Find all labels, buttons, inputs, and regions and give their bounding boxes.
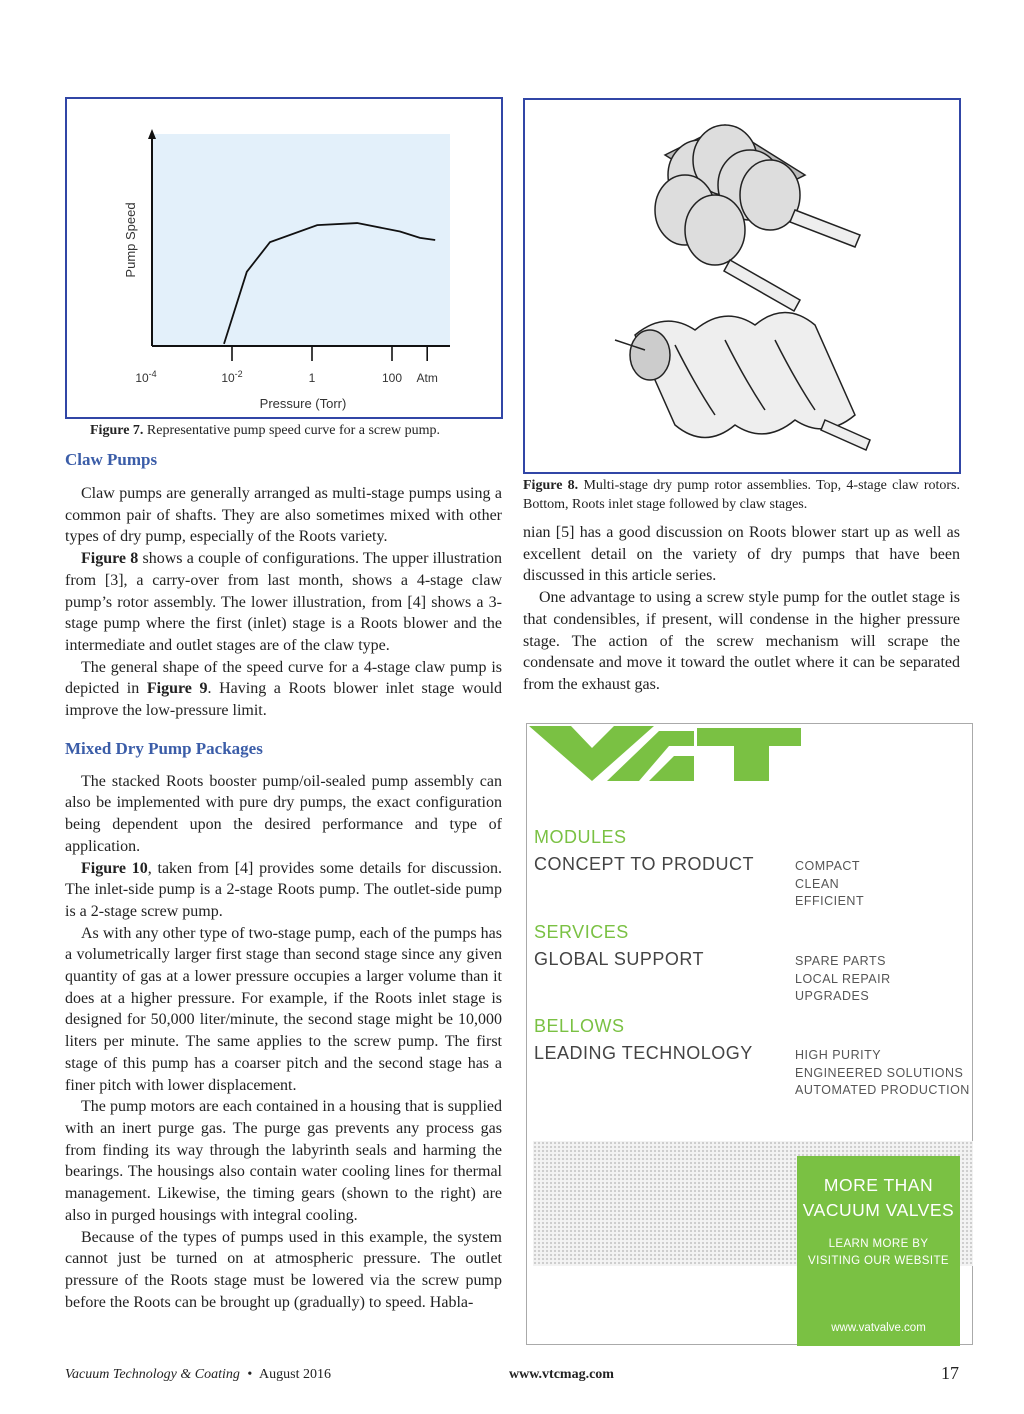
- paragraph: Claw pumps are generally arranged as multi-stage pumps using a common pair of shafts. They are also sometimes mixed with other types of dry pump, especially of the Roots variety.: [65, 485, 502, 546]
- feature-item: ENGINEERED SOLUTIONS: [795, 1065, 964, 1080]
- feature-item: UPGRADES: [795, 989, 870, 1003]
- x-axis-label: Pressure (Torr): [259, 396, 347, 411]
- section-heading-claw-pumps: Claw Pumps: [65, 450, 158, 469]
- panel-title-2: VACUUM VALVES: [802, 1200, 955, 1220]
- paragraph-text: The general shape of the speed curve for a 4-stage claw pump is depicted in: [65, 658, 502, 698]
- footer-website[interactable]: www.vtcmag.com: [509, 1367, 614, 1382]
- figure-8-caption: [523, 476, 960, 514]
- paragraph: nian [5] has a good discussion on Roots blower start up as well as excellent detail on the variety of dry pumps that have been discussed in this article series.: [523, 524, 960, 585]
- ad-section-subheading: CONCEPT TO PRODUCT: [534, 854, 755, 874]
- feature-item: HIGH PURITY: [795, 1048, 882, 1062]
- section-heading-mixed-dry-pump: Mixed Dry Pump Packages: [65, 738, 263, 758]
- figure-7-caption: [90, 421, 510, 440]
- caption-label: Figure 7.: [90, 423, 144, 438]
- panel-sub-1: LEARN MORE BY: [828, 1238, 929, 1250]
- x-tick-label: $10^{-4}$: [135, 369, 157, 385]
- feature-item: EFFICIENT: [795, 894, 865, 908]
- paragraph-text: , taken from [4] provides some details for discussion. The inlet-side pump is a 2-stage Roots pump. The outlet-side pump is a 2-stage screw pump.: [65, 859, 503, 920]
- pump-speed-chart: [67, 99, 501, 417]
- x-tick-label: 1: [308, 371, 316, 385]
- vat-advertisement[interactable]: [526, 723, 973, 1345]
- caption-label: Figure 8.: [523, 478, 579, 493]
- claw-rotor-drawing: [655, 125, 860, 311]
- roots-claw-rotor-drawing: [615, 313, 870, 451]
- paragraph: Because of the types of pumps used in this example, the system cannot just be turned on at atmospheric pressure. The outlet pressure of the Roots stage must be lowered via the screw pump before the Roots can be brought up (gradually) to speed. Habla-: [65, 1228, 502, 1311]
- x-tick-label: Atm: [416, 371, 438, 385]
- paragraph: The stacked Roots booster pump/oil-sealed pump assembly can also be implemented with pure dry pumps, the exact configuration being dependent upon the desired performance and type of application.: [65, 772, 502, 855]
- panel-sub-2: VISITING OUR WEBSITE: [808, 1255, 949, 1267]
- ad-section-heading: SERVICES: [534, 922, 629, 942]
- feature-item: COMPACT: [795, 859, 861, 873]
- caption-text: Representative pump speed curve for a screw pump.: [143, 423, 441, 438]
- paragraph: [65, 858, 502, 923]
- website-link[interactable]: www.vatvalve.com: [831, 1322, 926, 1334]
- vat-logo: [529, 726, 804, 786]
- paragraph: [65, 657, 502, 722]
- paragraph-text: . Having a Roots blower inlet stage would improve the low-pressure limit.: [65, 680, 503, 720]
- panel-title-1: MORE THAN: [823, 1175, 934, 1195]
- issue-date: August 2016: [259, 1367, 331, 1382]
- ad-section-subheading: GLOBAL SUPPORT: [534, 949, 705, 969]
- paragraph-text: shows a couple of configurations. The upper illustration from [3], a carry-over from last month, shows a 4-stage claw pump’s rotor assembly. The lower illustration, from [4] shows a 3-stage pump where the first (inlet) stage is a Roots blower and the intermediate and outlet stages are of the claw type.: [65, 550, 502, 654]
- right-column: [523, 522, 960, 696]
- caption-text: Multi-stage dry pump rotor assemblies. Top, 4-stage claw rotors. Bottom, Roots inlet stage followed by claw stages.: [523, 478, 960, 512]
- paragraph: [65, 548, 502, 657]
- y-axis-label: Pump Speed: [123, 202, 138, 278]
- plot-area: [152, 134, 450, 346]
- paragraph: The pump motors are each contained in a housing that is supplied with an inert purge gas. The purge gas prevents any process gas from finding its way through the labyrinth seals and harming the bearings. The housings also contain water cooling lines for thermal management. Likewise, the timing gears (shown to the right) are also in purged housings with integral cooling.: [65, 1098, 502, 1224]
- journal-name: Vacuum Technology & Coating: [65, 1367, 240, 1382]
- page-number: 17: [941, 1363, 959, 1383]
- ad-section-heading: MODULES: [534, 827, 627, 847]
- figure-ref: Figure 10: [81, 859, 148, 877]
- feature-item: CLEAN: [795, 876, 840, 891]
- figure-ref: Figure 8: [81, 550, 139, 568]
- paragraph: As with any other type of two-stage pump, each of the pumps has a volumetrically larger first stage than second stage since any given quantity of gas at a lower pressure occupies a larger volume than it does at a higher pressure. For example, if the Roots inlet stage is designed for 50,000 liter/minute, the second stage might be 10,000 liters per minute. The same applies to the screw pump. The first stage of this pump has a coarser pitch and the second stage has a finer pitch with lower displacement.: [65, 924, 502, 1094]
- ad-section-heading: BELLOWS: [534, 1016, 625, 1036]
- feature-item: LOCAL REPAIR: [795, 971, 891, 986]
- more-than-vacuum-valves-panel[interactable]: [797, 1156, 960, 1346]
- figure-ref: Figure 9: [146, 680, 208, 698]
- ad-section-subheading: LEADING TECHNOLOGY: [534, 1043, 753, 1063]
- figure-7: [65, 97, 503, 419]
- rotor-assembly-illustration: [525, 100, 959, 472]
- feature-item: SPARE PARTS: [795, 954, 886, 968]
- ad-section-features: [795, 953, 891, 1006]
- feature-item: AUTOMATED PRODUCTION: [795, 1083, 970, 1097]
- separator: •: [247, 1367, 253, 1382]
- ad-section-features: [795, 858, 864, 911]
- ad-section-features: [795, 1047, 970, 1100]
- left-column: [65, 449, 502, 1313]
- x-tick-label: 100: [381, 371, 403, 385]
- figure-8: [523, 98, 961, 474]
- x-tick-label: $10^{-2}$: [221, 369, 243, 385]
- paragraph: One advantage to using a screw style pump for the outlet stage is that condensibles, if present, will condense in the higher pressure stage. The action of the screw mechanism will scrape the condensate and move it toward the outlet where it can be separated from the exhaust gas.: [523, 589, 960, 693]
- footer-publication: [65, 1367, 331, 1383]
